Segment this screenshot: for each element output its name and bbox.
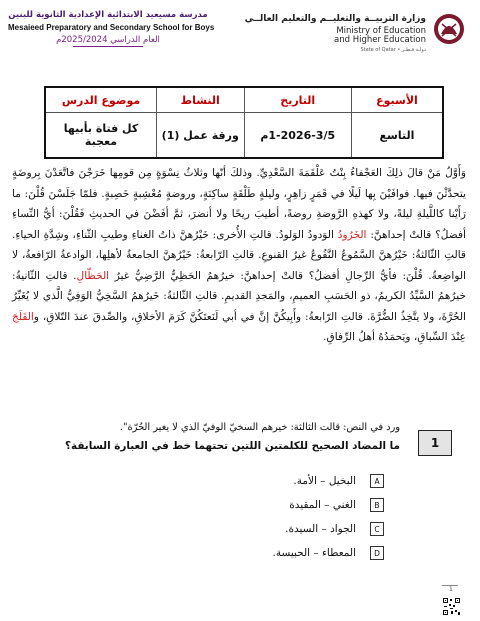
option-letter[interactable]: D bbox=[370, 546, 384, 560]
qr-code-icon bbox=[443, 598, 460, 615]
option-letter[interactable]: A bbox=[370, 474, 384, 488]
question-text: ما المضاد الصحيح للكلمتين اللتين تحتهما خط في العبارة السابقة؟ bbox=[64, 440, 400, 452]
header-date: التاريخ bbox=[244, 87, 351, 113]
value-date: 1-2026-3/5م bbox=[244, 113, 351, 159]
lesson-info-table bbox=[44, 86, 444, 159]
value-week: التاسع bbox=[351, 113, 443, 159]
passage-text: . قالتِ الثّانيةُ: خيرُهمُ السَّيِّدُ الكريمُ، ذو الحَسَبِ العميمِ، والمَجدِ القديمِ. قالتِ الثّالثةُ: خَيرُهمُ السَّخِيُّ الوَفِيُّ الَّذي لا يُغَيِّرُ الحُرَّةَ، ولا يتَّخِذُ الضُّرَّةَ. قالتِ الرّابعةُ: وأَبِيكُنَّ إنَّ في أبي لَنَعتَكُنَّ كَرَمَ الأخلاقِ، والصِّدقَ عندَ التّلاقِ، و bbox=[12, 269, 466, 323]
passage-text: الوَدودُ الوَلودُ. قالتِ الأُخرى: خَيْرُهنَّ ذاتُ الغناءِ وطيبِ الثّناءِ، وشِدَّةِ الحياءِ. قالتِ الثّالثةُ: خَيْرُهنَّ السَّمُوعُ النَّفُوعُ غيرُ القنوعِ. قالتِ الرّابعةُ: خَيْرُهنَّ الجامعةُ لأهلِها، الوادعةُ الرّافعةُ، لا الواضِعةُ. قُلْنَ: فأيُّ الرِّجالِ أفضلُ؟ قالتْ إحداهنَّ: خيرُهمُ الحَظِيُّ الرَّضِيُّ غيرُ bbox=[12, 228, 467, 282]
header-activity: النشاط bbox=[156, 87, 244, 113]
school-header bbox=[8, 10, 215, 47]
header-week: الأسبوع bbox=[351, 87, 443, 113]
value-lesson-topic: كل فتاة بأبيها معجبة bbox=[45, 113, 156, 159]
page-number: 1 bbox=[449, 586, 453, 593]
option-letter[interactable]: C bbox=[370, 522, 384, 536]
ministry-name-en: Ministry of Education and Higher Education bbox=[334, 26, 426, 45]
school-name-en: Mesaieed Preparatory and Secondary School for Boys bbox=[8, 23, 215, 32]
highlight-word-kharud: الخَرُودُ bbox=[337, 228, 367, 241]
question-stem: ورد في النص: قالت الثالثة: خيرهم السخيّ الوفيّ الذي لا يغير الحُرّة". bbox=[119, 422, 400, 433]
option-text: الغني – المقيدة bbox=[289, 499, 356, 511]
info-header-row bbox=[45, 87, 443, 113]
school-name-ar: مدرسة مسيعيد الابتدائية الإعدادية الثانوية للبنين bbox=[8, 10, 208, 20]
year-underline bbox=[73, 46, 143, 47]
ministry-logo-block bbox=[244, 8, 466, 56]
ministry-name-ar: وزارة التربيــة والتعليــم والتعليم العالــي bbox=[244, 14, 426, 24]
reading-passage bbox=[12, 163, 466, 348]
passage-text: عِنْدَ السِّباقِ، ويَحمَدُهُ أهلُ الرِّفاقِ. bbox=[323, 331, 466, 343]
option-text: المعطاء – الحبيسة. bbox=[272, 547, 356, 559]
option-letter[interactable]: B bbox=[370, 498, 384, 512]
academic-year: العام الدراسي 2025/2024م bbox=[56, 35, 160, 45]
highlight-word-hazzal: الحَظّالِ bbox=[76, 269, 110, 282]
qatar-emblem-icon bbox=[432, 10, 466, 48]
passage-text: وَأَوَّلُ مَنْ قالَ ذلِكَ العَجْفاءُ بِنْتُ عَلْقَمَةَ السَّعْدِيِّ. وذلكَ أنّها وثلاثُ نِسْوَةٍ مِن قومِها خَرَجْنَ فاتَّعَدْنَ بِروضَةٍ يتحدَّثْنَ فيها. فوافَيْنَ بِها لَيلًا في قَمَرٍ زاهِرٍ، وليلةٍ طَلْقَةٍ ساكِنَةٍ، وروضةٍ مُعْشِبةٍ خَصِبةٍ. فلمّا جَلَسْنَ قُلْنَ: ما رَأَيْنا كاللَّيلةِ ليلةً، ولا كهذهِ الرَّوضةِ روضةً، أطيبَ ريحًا ولا أنضرَ، ثمَّ أفَضْنَ في الحديثِ فَقُلْنَ: أيُّ النِّساءِ أفضلُ؟ قالتْ إحداهنَّ: bbox=[12, 167, 466, 241]
option-c[interactable] bbox=[285, 522, 384, 536]
option-text: الجواد – السيدة. bbox=[285, 523, 356, 535]
option-text: البخيل – الأمة. bbox=[293, 475, 356, 487]
option-d[interactable] bbox=[273, 546, 385, 560]
question-number: 1 bbox=[418, 430, 452, 456]
option-b[interactable] bbox=[289, 498, 384, 512]
option-a[interactable] bbox=[293, 474, 384, 488]
highlight-word-falaj: الفَلَجَ bbox=[12, 310, 34, 323]
info-value-row bbox=[45, 113, 443, 159]
value-activity: ورقة عمل (1) bbox=[156, 113, 244, 159]
header-lesson-topic: موضوع الدرس bbox=[45, 87, 156, 113]
state-of-qatar-label: State of Qatar • دولـة قـطـر bbox=[360, 47, 426, 53]
